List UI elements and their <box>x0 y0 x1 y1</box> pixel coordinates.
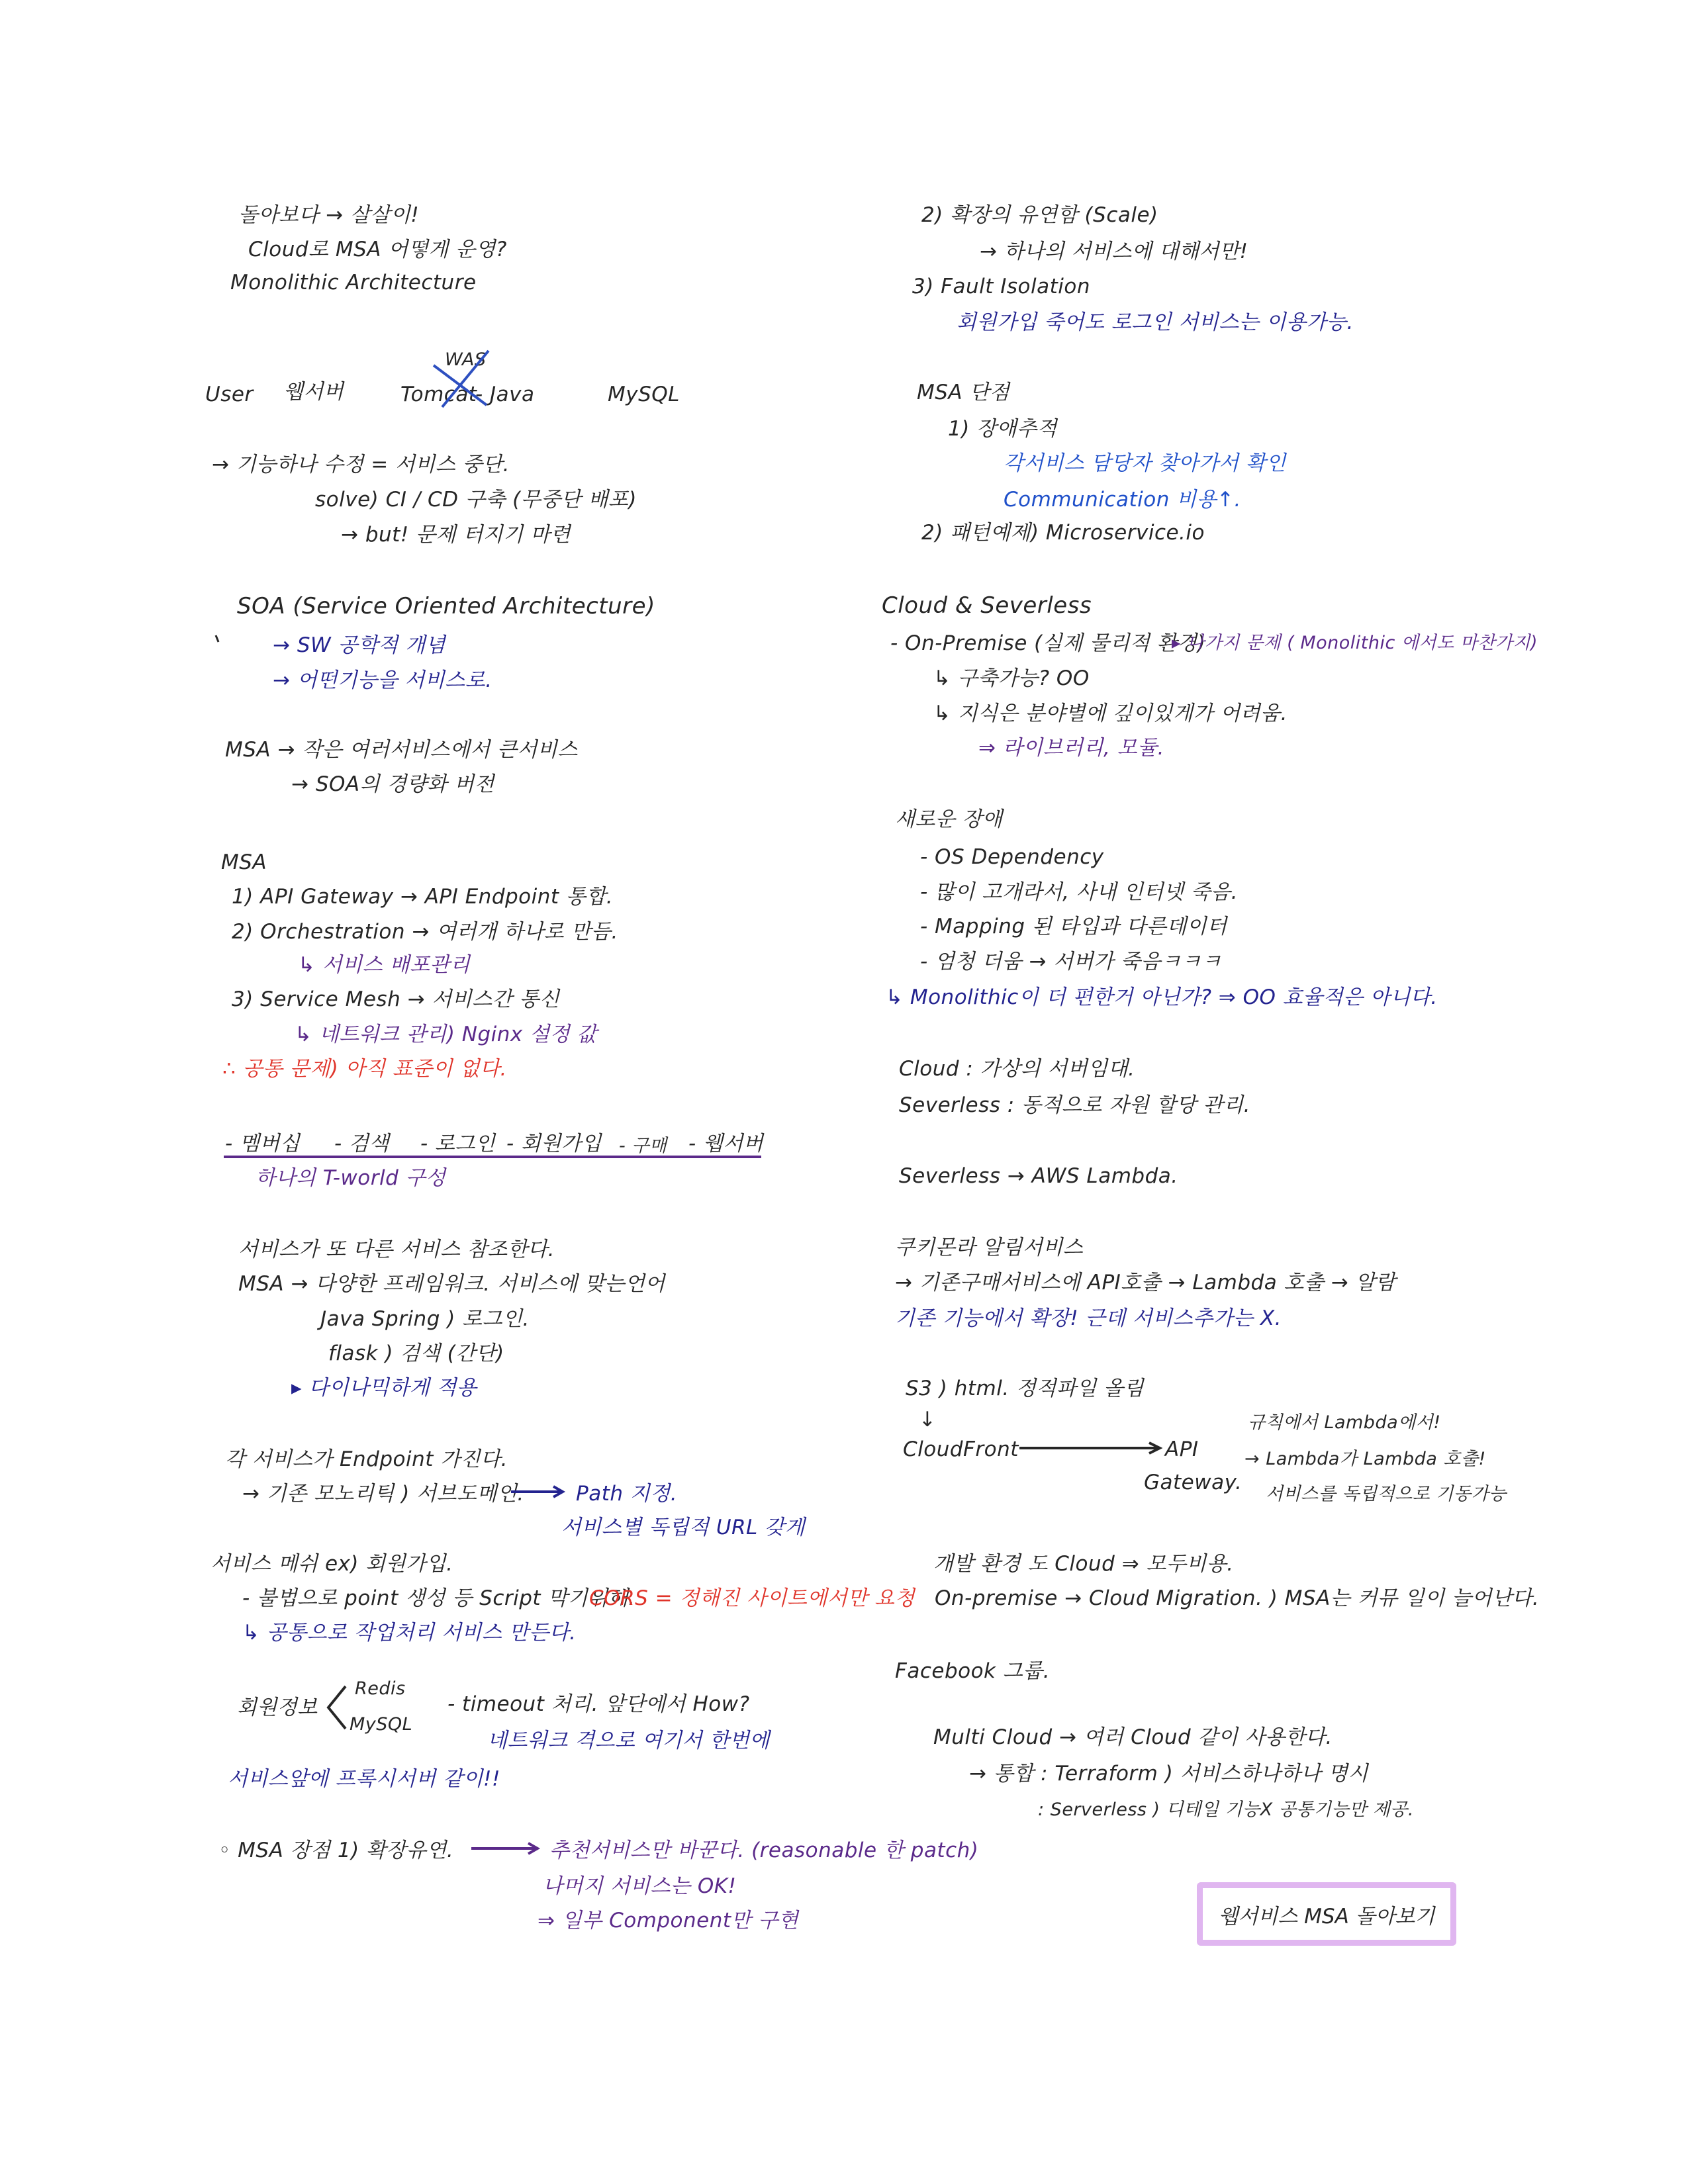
note-line: ◦ MSA 장점 1) 확장유연. <box>218 1839 454 1862</box>
note-line: 서비스앞에 프록시서버 같이!! <box>228 1767 500 1791</box>
note-line: 기존 기능에서 확장! 근데 서비스추가는 X. <box>895 1306 1282 1330</box>
note-line: MSA → 다양한 프레임워크. 서비스에 맞는언어 <box>238 1272 665 1296</box>
note-heading: 새로운 장애 <box>895 807 1003 831</box>
arch-tomcat-label: Tomcat <box>400 383 477 406</box>
note-line: API <box>1165 1437 1199 1461</box>
note-line: Cloud : 가상의 서버임대. <box>899 1057 1135 1081</box>
note-line: CORS = 정해진 사이트에서만 요청 <box>589 1586 915 1610</box>
note-line: 회원가입 죽어도 로그인 서비스는 이용가능. <box>957 310 1354 334</box>
note-line: - timeout 처리. 앞단에서 How? <box>447 1692 750 1716</box>
bracket-mark <box>328 1686 346 1729</box>
note-line: 네트워크 격으로 여기서 한번에 <box>487 1729 770 1752</box>
note-line: 개발 환경 도 Cloud ⇒ 모두비용. <box>933 1552 1234 1576</box>
note-line: 1) API Gateway → API Endpoint 통합. <box>232 885 614 909</box>
note-line: → 어떤기능을 서비스로. <box>273 668 492 692</box>
note-line: Redis <box>355 1678 406 1699</box>
note-line: 서비스 메쉬 ex) 회원가입. <box>211 1552 453 1576</box>
note-line: 2) Orchestration → 여러개 하나로 만듬. <box>232 920 618 944</box>
note-line: 1) 장애추적 <box>948 417 1057 441</box>
note-line: → Lambda가 Lambda 호출! <box>1244 1449 1486 1469</box>
note-line: Communication 비용↑. <box>1004 488 1241 512</box>
note-line: flask ) 검색 (간단) <box>328 1342 504 1365</box>
tick-mark <box>216 635 218 642</box>
note-line: Java Spring ) 로그인. <box>320 1307 530 1331</box>
note-line: 추천서비스만 바꾼다. (reasonable 한 patch) <box>549 1839 979 1862</box>
note-line: 나머지 서비스는 OK! <box>543 1874 737 1898</box>
note-line: MSA → 작은 여러서비스에서 큰서비스 <box>225 738 578 762</box>
topic-tag-label: 웹서비스 MSA 돌아보기 <box>1218 1904 1435 1929</box>
arch-java-label: - Java <box>475 383 535 406</box>
note-line: 각 서비스가 Endpoint 가진다. <box>225 1447 508 1471</box>
note-line: Monolithic Architecture <box>230 271 477 295</box>
note-line: 2) 패턴예제) Microservice.io <box>921 521 1205 545</box>
note-line: → 기존 모노리틱 ) 서브도메인. <box>242 1482 524 1506</box>
note-line: - 많이 고개라서, 사내 인터넷 죽음. <box>920 880 1238 904</box>
service-item: - 검색 <box>334 1132 389 1156</box>
note-line: ▸ 나가지 문제 ( Monolithic 에서도 마찬가지) <box>1172 633 1538 653</box>
note-heading: MSA 단점 <box>917 381 1010 404</box>
note-line: - Mapping 된 타입과 다른데이터 <box>920 915 1227 938</box>
note-line: solve) CI / CD 구축 (무중단 배포) <box>315 488 637 512</box>
note-line: → 하나의 서비스에 대해서만! <box>980 240 1248 263</box>
note-line: ⇒ 라이브러리, 모듈. <box>978 736 1165 760</box>
note-line: 규칙에서 Lambda에서! <box>1248 1412 1441 1433</box>
service-item: - 구매 <box>619 1136 667 1156</box>
note-line: - 엄청 더움 → 서버가 죽음ㅋㅋㅋ <box>920 950 1222 974</box>
arch-user-label: User <box>205 383 254 406</box>
note-heading: Cloud & Severless <box>882 592 1092 619</box>
note-line: Severless → AWS Lambda. <box>899 1164 1178 1188</box>
note-line: ↳ 지식은 분야별에 깊이있게가 어려움. <box>933 702 1288 725</box>
note-line: MySQL <box>350 1714 413 1735</box>
note-line: ↳ 네트워크 관리) Nginx 설정 값 <box>295 1023 597 1046</box>
note-line: 3) Service Mesh → 서비스간 통신 <box>232 987 560 1011</box>
service-item: - 웹서버 <box>688 1132 764 1156</box>
note-line: 서비스를 독립적으로 기동가능 <box>1266 1484 1507 1504</box>
note-line: On-premise → Cloud Migration. ) MSA는 커뮤 일이 늘어난다. <box>935 1586 1540 1610</box>
note-line: Severless : 동적으로 자원 할당 관리. <box>899 1093 1250 1117</box>
note-line: - 불법으로 point 생성 등 Script 막기위해. <box>242 1586 635 1610</box>
note-line: 각서비스 담당자 찾아가서 확인 <box>1004 451 1286 475</box>
note-line: ↳ 서비스 배포관리 <box>298 953 471 977</box>
note-line: ↳ Monolithic이 더 편한거 아닌가? ⇒ OO 효율적은 아니다. <box>886 985 1438 1009</box>
note-line: Gateway. <box>1144 1471 1243 1494</box>
note-heading: Facebook 그룹. <box>895 1659 1051 1683</box>
note-line: Path 지정. <box>576 1482 678 1506</box>
note-line: 하나의 T-world 구성 <box>256 1166 446 1190</box>
note-line: : Serverless ) 디테일 기능X 공통기능만 제공. <box>1038 1799 1414 1820</box>
note-line: 서비스별 독립적 URL 갖게 <box>561 1516 806 1539</box>
service-item: - 멤버십 <box>225 1132 301 1156</box>
note-line: Multi Cloud → 여러 Cloud 같이 사용한다. <box>933 1725 1333 1749</box>
note-line: → SW 공학적 개념 <box>273 633 446 657</box>
arch-was-label: WAS <box>445 349 487 370</box>
note-heading: SOA (Service Oriented Architecture) <box>237 593 655 619</box>
note-line: ∴ 공통 문제) 아직 표준이 없다. <box>222 1057 507 1081</box>
note-line: → 기능하나 수정 = 서비스 중단. <box>212 453 510 477</box>
note-heading: 쿠키몬라 알림서비스 <box>895 1236 1084 1259</box>
note-line: - OS Dependency <box>920 845 1104 869</box>
arch-mysql-label: MySQL <box>608 383 680 406</box>
note-line: ⇒ 일부 Component만 구현 <box>538 1909 799 1933</box>
arch-webserver-label: 웹서버 <box>283 380 344 404</box>
note-line: ▸ 다이나믹하게 적용 <box>291 1376 477 1400</box>
note-line: 돌아보다 → 살살이! <box>238 203 420 227</box>
note-line: S3 ) html. 정적파일 올림 <box>906 1377 1145 1400</box>
note-line: Cloud로 MSA 어떻게 운영? <box>248 238 507 261</box>
note-line: 서비스가 또 다른 서비스 참조한다. <box>238 1238 555 1261</box>
note-line: CloudFront <box>903 1437 1019 1461</box>
note-line: → but! 문제 터지기 마련 <box>341 523 571 547</box>
note-line: 2) 확장의 유연함 (Scale) <box>921 203 1158 227</box>
service-item: - 회원가입 <box>506 1132 602 1156</box>
note-line: ↳ 공통으로 작업처리 서비스 만든다. <box>242 1621 577 1645</box>
note-line: → 통합 : Terraform ) 서비스하나하나 명시 <box>969 1762 1369 1786</box>
service-item: - 로그인 <box>420 1132 496 1156</box>
note-line: → SOA의 경량화 버전 <box>291 772 494 796</box>
note-line: ↳ 구축가능? OO <box>933 666 1090 690</box>
note-heading: MSA <box>221 850 267 874</box>
note-line: 회원정보 <box>237 1696 318 1719</box>
note-line: 3) Fault Isolation <box>912 275 1091 298</box>
note-line: - On-Premise (실제 물리적 환경) <box>890 631 1206 655</box>
note-line: → 기존구매서비스에 API호출 → Lambda 호출 → 알람 <box>895 1271 1396 1295</box>
note-line: ↓ <box>919 1408 937 1432</box>
strike-mark <box>442 351 489 407</box>
